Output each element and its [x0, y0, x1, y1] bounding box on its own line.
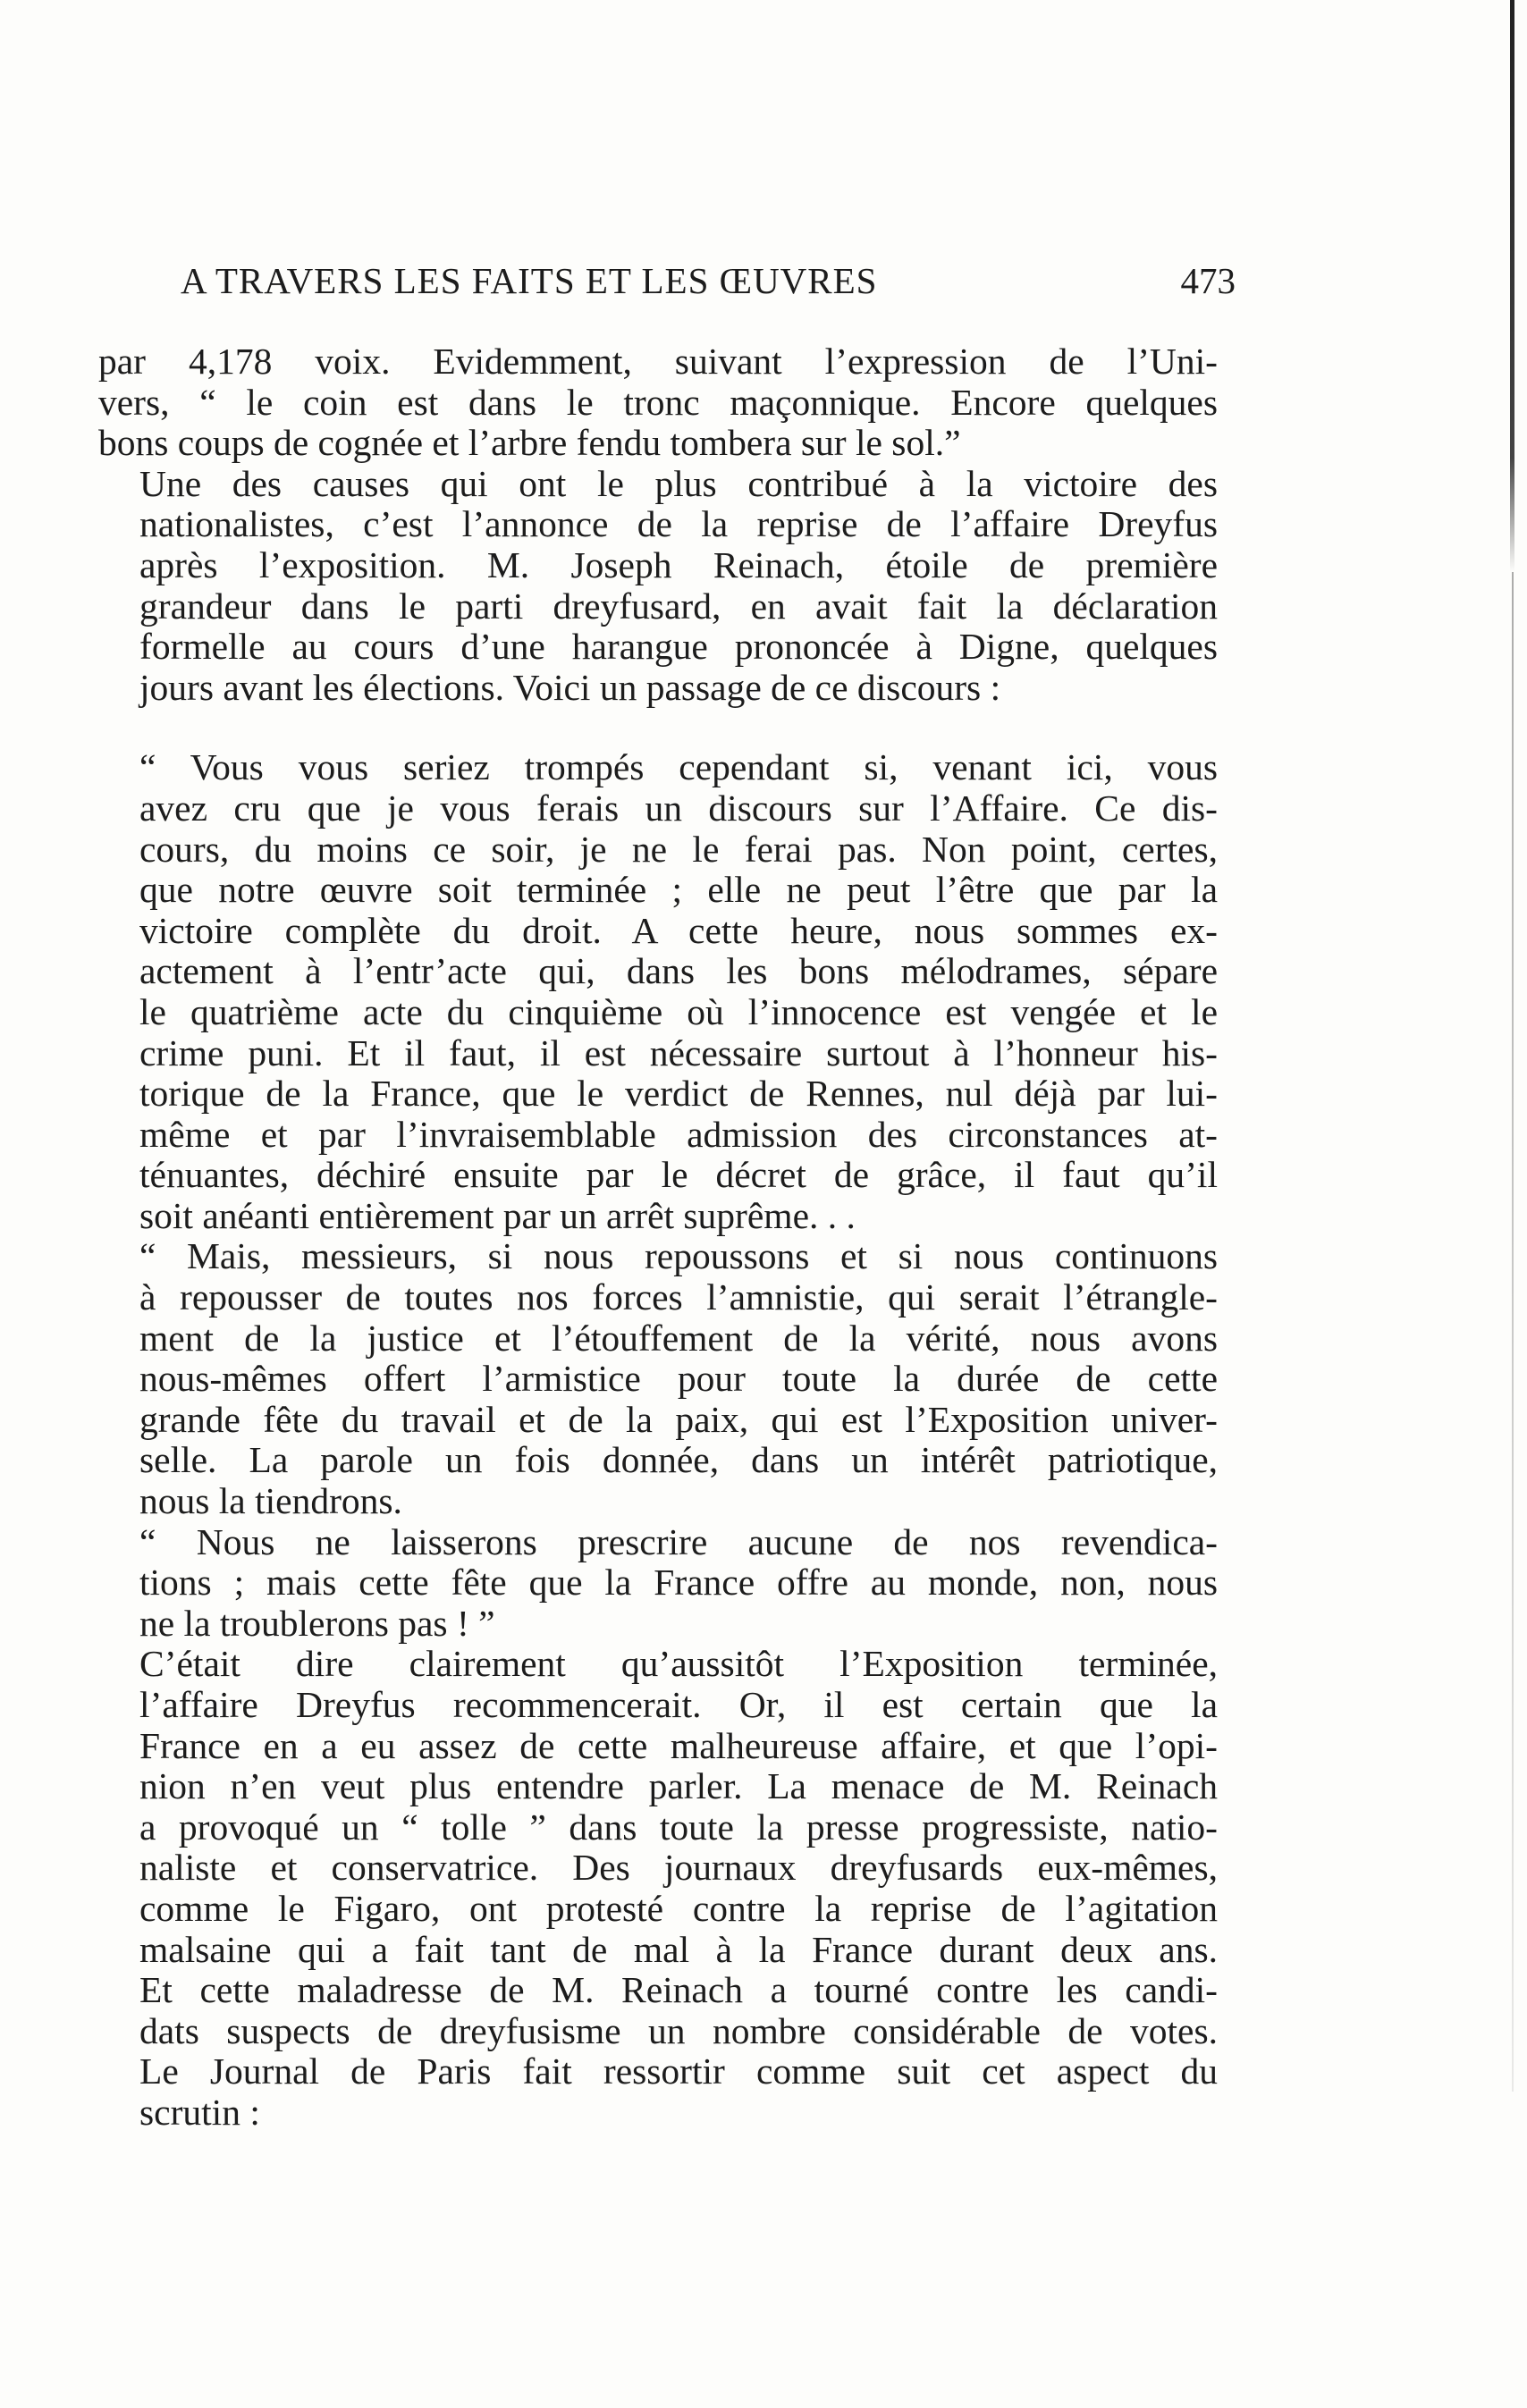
text-line: “ Nous ne laisserons prescrire aucune de nos revendica- [139, 1520, 1218, 1562]
quote-paragraph-3 [98, 1522, 1218, 1645]
paragraph-2 [98, 464, 1218, 709]
quote-paragraph-1 [98, 747, 1218, 1236]
text-line: naliste et conservatrice. Des journaux dreyfusards eux-mêmes, [139, 1847, 1218, 1889]
text-line: ne la troublerons pas ! ” [139, 1602, 495, 1644]
text-line: jours avant les élections. Voici un passage de ce discours : [139, 666, 1001, 708]
text-line: comme le Figaro, ont protesté contre la reprise de l’agitation [139, 1887, 1218, 1929]
text-line: avez cru que je vous ferais un discours sur l’Affaire. Ce dis- [139, 787, 1218, 829]
text-line: l’affaire Dreyfus recommencerait. Or, il est certain que la [139, 1684, 1218, 1725]
text-line: crime puni. Et il faut, il est nécessaire surtout à l’honneur his- [139, 1031, 1218, 1073]
page-number: 473 [1180, 260, 1236, 301]
text-line: après l’exposition. M. Joseph Reinach, étoile de première [139, 543, 1218, 585]
text-line: victoire complète du droit. A cette heure, nous sommes ex- [139, 909, 1218, 951]
text-line: dats suspects de dreyfusisme un nombre considérable de votes. [139, 2009, 1218, 2051]
paragraph-3 [98, 1644, 1218, 2133]
text-line: C’était dire clairement qu’aussitôt l’Exposition terminée, [139, 1643, 1218, 1685]
text-line: Et cette maladresse de M. Reinach a tourné contre les candi- [139, 1969, 1218, 2011]
text-line: par 4,178 voix. Evidemment, suivant l’expression de l’Uni- [98, 341, 1218, 382]
text-line: cours, du moins ce soir, je ne le ferai pas. Non point, certes, [139, 828, 1218, 870]
text-line: grandeur dans le parti dreyfusard, en avait fait la déclaration [139, 585, 1218, 627]
text-line: nion n’en veut plus entendre parler. La menace de M. Reinach [139, 1765, 1218, 1807]
text-line: selle. La parole un fois donnée, dans un intérêt patriotique, [139, 1439, 1218, 1481]
text-line: tions ; mais cette fête que la France offre au monde, non, nous [139, 1562, 1218, 1604]
text-line: malsaine qui a fait tant de mal à la France durant deux ans. [139, 1928, 1218, 1970]
body-text [98, 341, 1218, 2134]
text-line: ténuantes, déchiré ensuite par le décret de grâce, il faut qu’il [139, 1154, 1218, 1196]
text-line: vers, “ le coin est dans le tronc maçonnique. Encore quelques [98, 381, 1218, 423]
page-binding-edge [1510, 0, 1514, 572]
text-line: torique de la France, que le verdict de Rennes, nul déjà par lui- [139, 1073, 1218, 1115]
page-binding-shadow [1512, 572, 1514, 2092]
text-line: scrutin : [139, 2091, 260, 2133]
text-line: nous la tiendrons. [139, 1480, 402, 1522]
text-line: a provoqué un “ tolle ” dans toute la presse progressiste, natio- [139, 1806, 1218, 1848]
text-line: Le Journal de Paris fait ressortir comme suit cet aspect du [139, 2050, 1218, 2092]
text-line: Une des causes qui ont le plus contribué à la victoire des [139, 462, 1218, 504]
paragraph-1 [98, 341, 1218, 464]
text-line: nationalistes, c’est l’annonce de la reprise de l’affaire Dreyfus [139, 503, 1218, 545]
text-line: formelle au cours d’une harangue prononcée à Digne, quelques [139, 626, 1218, 668]
text-line: actement à l’entr’acte qui, dans les bons mélodrames, sépare [139, 950, 1218, 992]
text-line: que notre œuvre soit terminée ; elle ne peut l’être que par la [139, 869, 1218, 911]
text-line: France en a eu assez de cette malheureuse affaire, et que l’opi- [139, 1724, 1218, 1766]
text-line: “ Mais, messieurs, si nous repoussons et si nous continuons [139, 1235, 1218, 1277]
text-line: à repousser de toutes nos forces l’amnistie, qui serait l’étrangle- [139, 1276, 1218, 1318]
text-line: grande fête du travail et de la paix, qui est l’Exposition univer- [139, 1398, 1218, 1440]
text-line: nous-mêmes offert l’armistice pour toute la durée de cette [139, 1358, 1218, 1400]
text-line: “ Vous vous seriez trompés cependant si, venant ici, vous [139, 746, 1218, 788]
text-line: le quatrième acte du cinquième où l’innocence est vengée et le [139, 990, 1218, 1032]
text-line: ment de la justice et l’étouffement de la vérité, nous avons [139, 1317, 1218, 1359]
text-line: même et par l’invraisemblable admission des circonstances at- [139, 1113, 1218, 1155]
page-header [181, 259, 1236, 311]
quote-paragraph-2 [98, 1236, 1218, 1521]
text-line: soit anéanti entièrement par un arrêt suprême. . . [139, 1194, 856, 1236]
text-line: bons coups de cognée et l’arbre fendu tombera sur le sol.” [98, 422, 961, 464]
running-title: A TRAVERS LES FAITS ET LES ŒUVRES [181, 260, 878, 301]
